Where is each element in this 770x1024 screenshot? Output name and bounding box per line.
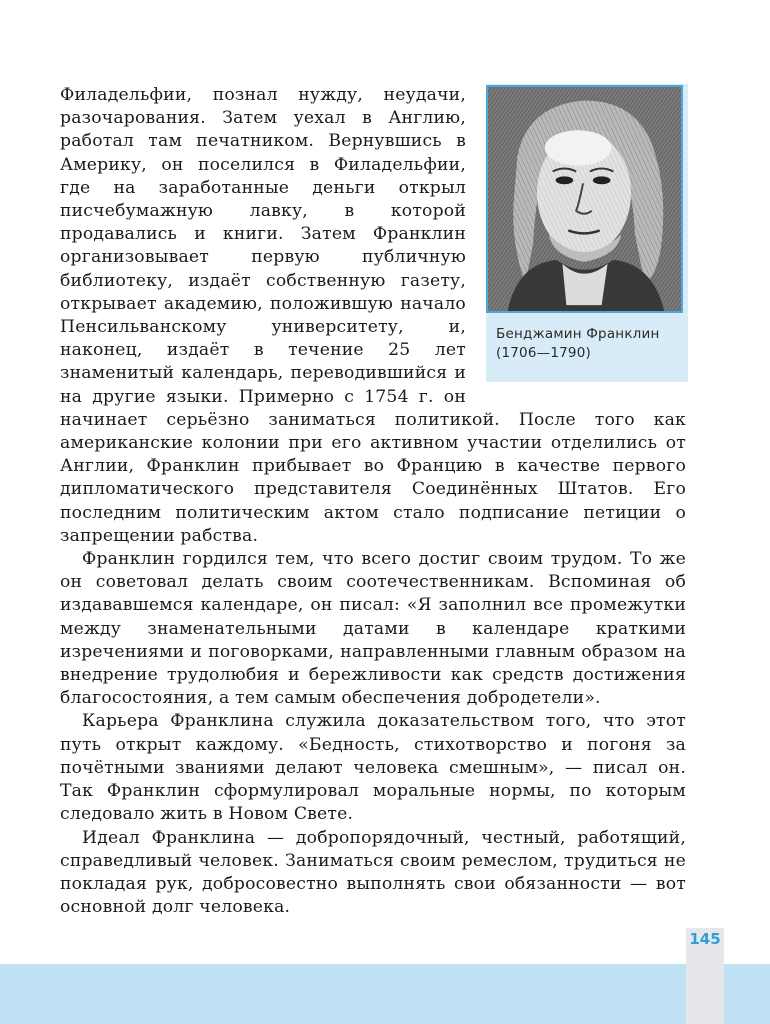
caption-years: (1706—1790) <box>496 345 591 361</box>
paragraph-2: Франклин гордился тем, что всего достиг своим трудом. То же он советовал делать своим соотечественникам. Вспоминая об издававшемся календаре, он писал: «Я заполнил все промежутки между знаменательными датами в календаре краткими изречениями и поговорками, направленными главным образом на внедрение трудолюбия и бережливости как средств достижения благосостояния, а тем самым обеспечения добродетели». <box>60 549 686 709</box>
paragraph-1: Филадельфии, познал нужду, неудачи, разочарования. Затем уехал в Англию, работал там печатником. Вернувшись в Америку, он поселился в Филадельфии, где на заработанные деньги открыл писчебумажную лавку, в которой продавались и книги. Затем Франклин организовывает первую публичную библиотеку, издаёт собственную газету, открывает академию, положившую начало Пенсильванскому университету, и, наконец, издаёт в течение 25 лет знаменитый календарь, переводившийся и на другие языки. Примерно с 1754 г. он начинает серьёзно заниматься политикой. После того как американские колонии при его активном участии отделились от Англии, Франклин прибывает во Францию в качестве первого дипломатического представителя Соединённых Штатов. Его последним политическим актом стало подписание петиции о запрещении рабства. <box>60 85 686 546</box>
footer-band <box>0 964 770 1024</box>
caption-name: Бенджамин Франклин <box>496 326 660 342</box>
portrait-caption <box>486 313 688 363</box>
paragraph-4: Идеал Франклина — добропорядочный, честный, работящий, справедливый человек. Заниматься своим ремеслом, трудиться не покладая рук, добросовестно выполнять свои обязанности — вот основной долг человека. <box>60 827 686 918</box>
portrait-figure <box>486 84 688 382</box>
portrait-image <box>486 85 683 313</box>
page-number: 145 <box>689 930 721 948</box>
portrait-engraving-icon <box>488 87 681 311</box>
main-text <box>60 84 686 919</box>
paragraph-3: Карьера Франклина служила доказательством того, что этот путь открыт каждому. «Бедность, стихотворство и погоня за почётными званиями делают человека смешным», — писал он. Так Франклин сформулировал моральные нормы, по которым следовало жить в Новом Свете. <box>60 711 686 825</box>
